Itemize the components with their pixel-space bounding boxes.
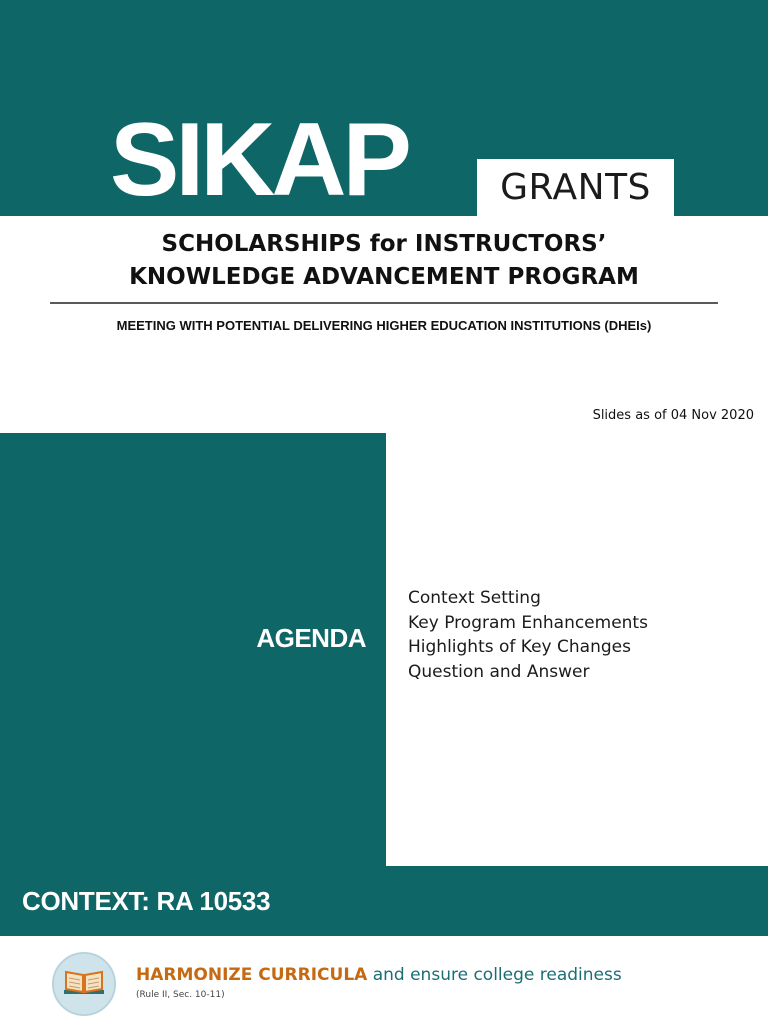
slides-date: Slides as of 04 Nov 2020 [592,408,754,423]
open-book-icon [52,952,116,1016]
program-title-line-2: KNOWLEDGE ADVANCEMENT PROGRAM [129,264,639,290]
agenda-heading: AGENDA [256,623,366,653]
rule-reference: (Rule II, Sec. 10-11) [136,990,225,1000]
grants-label-box [477,159,674,216]
agenda-item: Question and Answer [408,661,590,682]
sikap-logo-word: SIKAP [110,102,408,218]
harmonize-rest: and ensure college readiness [367,965,622,985]
open-book-icon-graphic [54,954,114,1014]
program-title-line-1: SCHOLARSHIPS for INSTRUCTORS’ [161,231,607,257]
context-heading: CONTEXT: RA 10533 [22,886,271,916]
agenda-panel [0,433,386,866]
agenda-item: Context Setting [408,588,541,608]
program-title [0,228,768,294]
harmonize-statement [136,965,622,985]
harmonize-emphasis: HARMONIZE CURRICULA [136,965,368,985]
grants-label: GRANTS [500,167,651,208]
agenda-item: Highlights of Key Changes [408,637,631,657]
agenda-list [408,586,648,684]
title-divider [50,302,718,304]
context-band [0,866,768,936]
agenda-item: Key Program Enhancements [408,612,648,633]
meeting-subtitle: MEETING WITH POTENTIAL DELIVERING HIGHER EDUCATION INSTITUTIONS (DHEIs) [116,318,652,333]
